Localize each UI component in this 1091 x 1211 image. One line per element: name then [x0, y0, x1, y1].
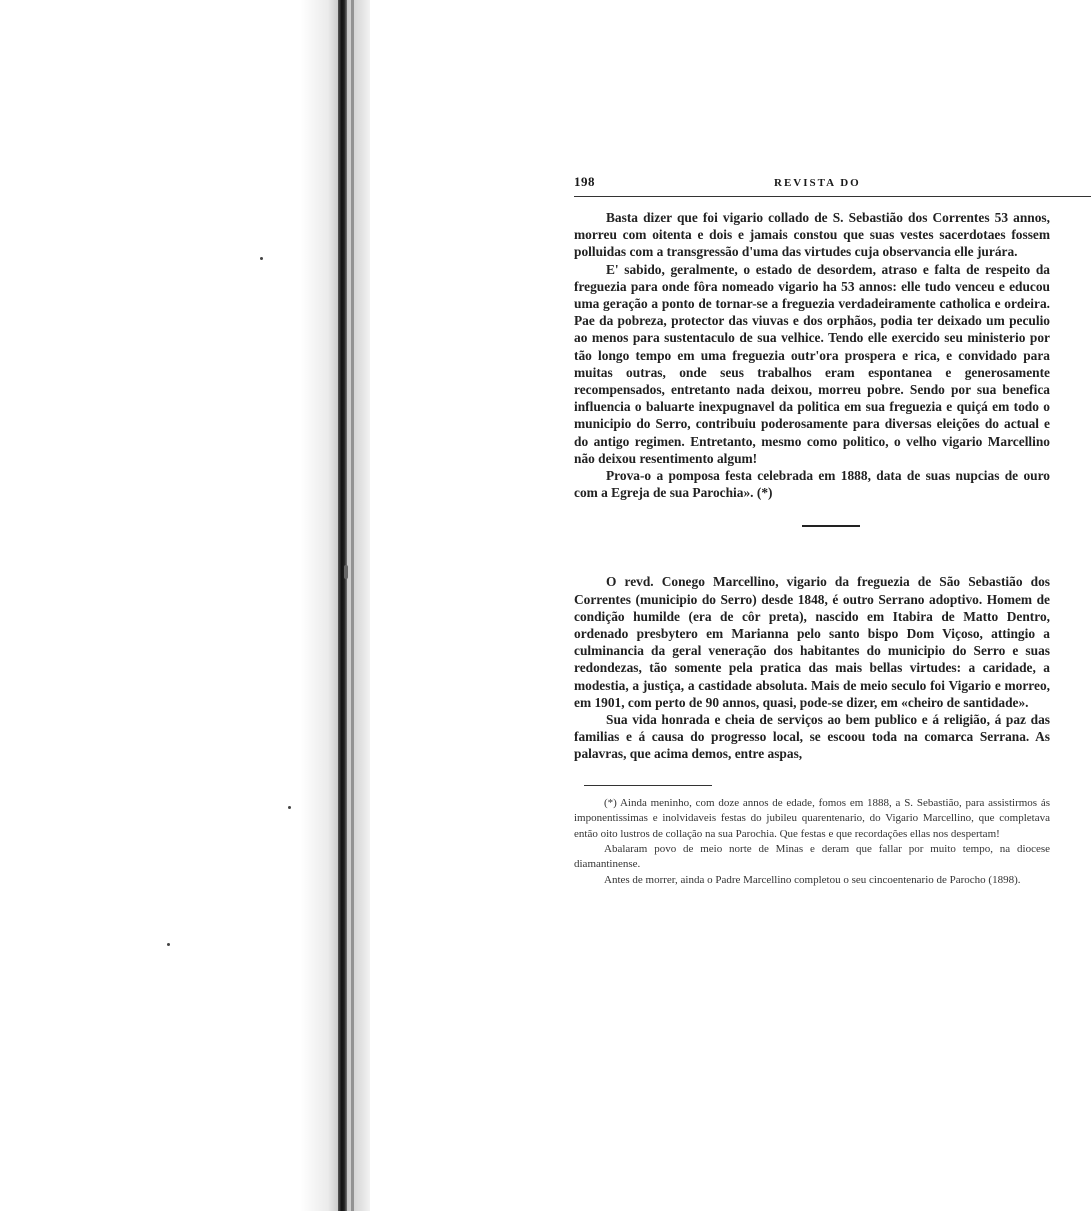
paragraph: Basta dizer que foi vigario collado de S. Sebastião dos Correntes 53 annos, morreu com oitenta e dois e jamais constou que suas vestes sacerdotaes fossem polluidas com a transgressão d'uma das virtudes cuja observancia elle jurára. [574, 210, 1050, 260]
scan-speck [260, 257, 263, 260]
footnote: Antes de morrer, ainda o Padre Marcellino completou o seu cincoentenario de Parocho (1898). [604, 873, 1021, 886]
text-block-1 [574, 209, 1050, 501]
footnotes [574, 796, 1050, 888]
spine-shadow [300, 0, 370, 1211]
paragraph: Prova-o a pomposa festa celebrada em 1888, data de suas nupcias de ouro com a Egreja de sua Parochia». (*) [574, 468, 1050, 501]
page-number: 198 [574, 174, 595, 189]
book-spine-edge [351, 0, 354, 1211]
scan-speck [288, 806, 291, 809]
book-spine [338, 0, 347, 1211]
footnote-rule [584, 785, 712, 786]
page-header [574, 174, 1091, 197]
book-page [574, 174, 1091, 888]
paragraph: O revd. Conego Marcellino, vigario da freguezia de São Sebastião dos Correntes (municipio do Serro) desde 1848, é outro Serrano adoptivo. Homem de condição humilde (era de côr preta), nascido em Itabira de Matto Dentro, ordenado presbytero em Marianna pelo santo bispo Dom Viçoso, attingio a culminancia da geral veneração dos habitantes do municipio do Serro e suas redondezas, tão somente pela pratica das mais bellas virtudes: a caridade, a modestia, a justiça, a castidade absoluta. Mais de meio seculo foi Vigario e morreo, em 1901, com perto de 90 annos, quasi, pode-se dizer, em «cheiro de santidade». [574, 574, 1050, 710]
paragraph: Sua vida honrada e cheia de serviços ao bem publico e á religião, á paz das familias e á causa do progresso local, se escoou toda na comarca Serrana. As palavras, que acima demos, entre aspas, [574, 712, 1050, 762]
footnote: (*) Ainda meninho, com doze annos de edade, fomos em 1888, a S. Sebastião, para assistirmos ás imponentissimas e inolvidaveis festas do jubileu quarentenario, do Vigario Marcellino, que completava então oito lustros de collação na sua Parochia. Que festas e que recordações ellas nos despertam! [574, 796, 1050, 840]
text-block-2 [574, 573, 1050, 762]
footnote: Abalaram povo de meio norte de Minas e deram que fallar por muito tempo, na diocese diamantinense. [574, 842, 1050, 871]
running-head: REVISTA DO [774, 177, 861, 189]
scan-speck [344, 565, 348, 579]
scan-speck [167, 943, 170, 946]
paragraph: E' sabido, geralmente, o estado de desordem, atraso e falta de respeito da freguezia para onde fôra nomeado vigario ha 53 annos: elle tudo venceu e educou uma geração a ponto de tornar-se a freguezia verdadeiramente catholica e ordeira. Pae da pobreza, protector das viuvas e dos orphãos, podia ter deixado um peculio ao menos para sustentaculo de sua velhice. Tendo elle exercido seu ministerio por tão longo tempo em uma freguezia outr'ora prospera e rica, e convidado para muitas outras, onde seus trabalhos eram espontanea e generosamente recompensados, entretanto nada deixou, morreu pobre. Sendo por sua benefica influencia o baluarte inexpugnavel da politica em sua freguezia e quiçá em todo o municipio do Serro, contribuiu poderosamente para diversas eleições do actual e do antigo regimen. Entretanto, mesmo como politico, o velho vigario Marcellino não deixou resentimento algum! [574, 261, 1050, 466]
section-divider [802, 525, 860, 527]
